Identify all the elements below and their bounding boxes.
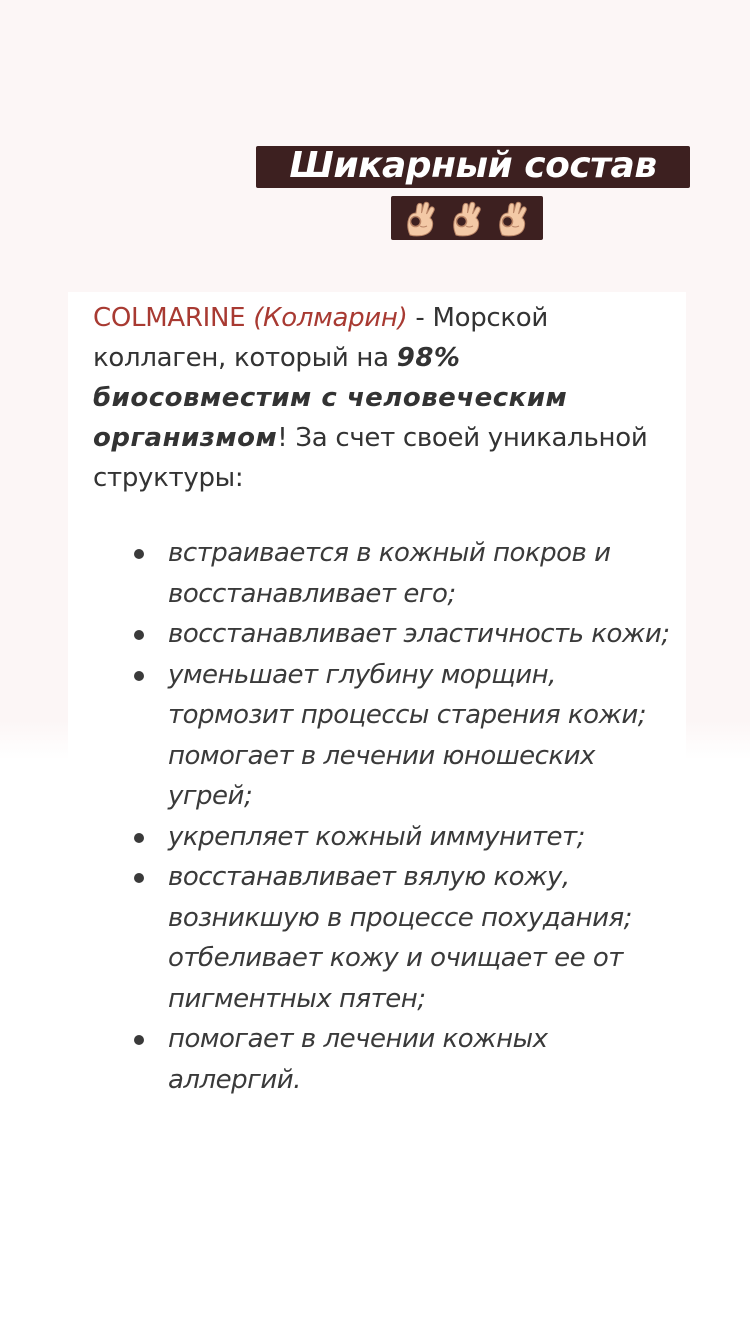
bullet-dot (134, 1035, 144, 1045)
list-item (130, 817, 670, 858)
list-item (130, 533, 670, 614)
page-title: Шикарный состав (289, 145, 657, 186)
bullet-dot (134, 630, 144, 640)
emoji-highlight (391, 196, 543, 240)
benefits-list (130, 533, 670, 1100)
list-item (130, 655, 670, 817)
list-item (130, 857, 670, 1019)
list-item-text: восстанавливает вялую кожу, возникшую в процессе похудания; отбеливает кожу и очищает ее от пигментных пятен; (168, 862, 632, 1014)
list-item-text: встраивается в кожный покров и восстанавливает его; (168, 538, 611, 609)
bullet-dot (134, 671, 144, 681)
intro-text-1: - Морской коллаген, который на (93, 303, 548, 373)
intro-emphasis: 98% биосовместим с человеческим организмом (93, 343, 568, 453)
ok-hand-icon (493, 199, 533, 237)
list-item-text: уменьшает глубину морщин, тормозит процессы старения кожи; помогает в лечении юношеских угрей; (168, 659, 647, 811)
list-item (130, 1019, 670, 1100)
ok-hand-icon (401, 199, 441, 237)
brand-name: COLMARINE (93, 303, 246, 333)
list-item (130, 614, 670, 655)
bullet-dot (134, 833, 144, 843)
brand-name-ru: (Колмарин) (253, 303, 408, 333)
bullet-dot (134, 549, 144, 559)
list-item-text: восстанавливает эластичность кожи; (168, 619, 670, 649)
intro-paragraph (93, 298, 673, 498)
bullet-dot (134, 873, 144, 883)
ok-hand-icon (447, 199, 487, 237)
list-item-text: помогает в лечении кожных аллергий. (168, 1024, 548, 1095)
intro-text-2: ! За счет своей уникальной структуры: (93, 423, 648, 493)
list-item-text: укрепляет кожный иммунитет; (168, 821, 585, 852)
